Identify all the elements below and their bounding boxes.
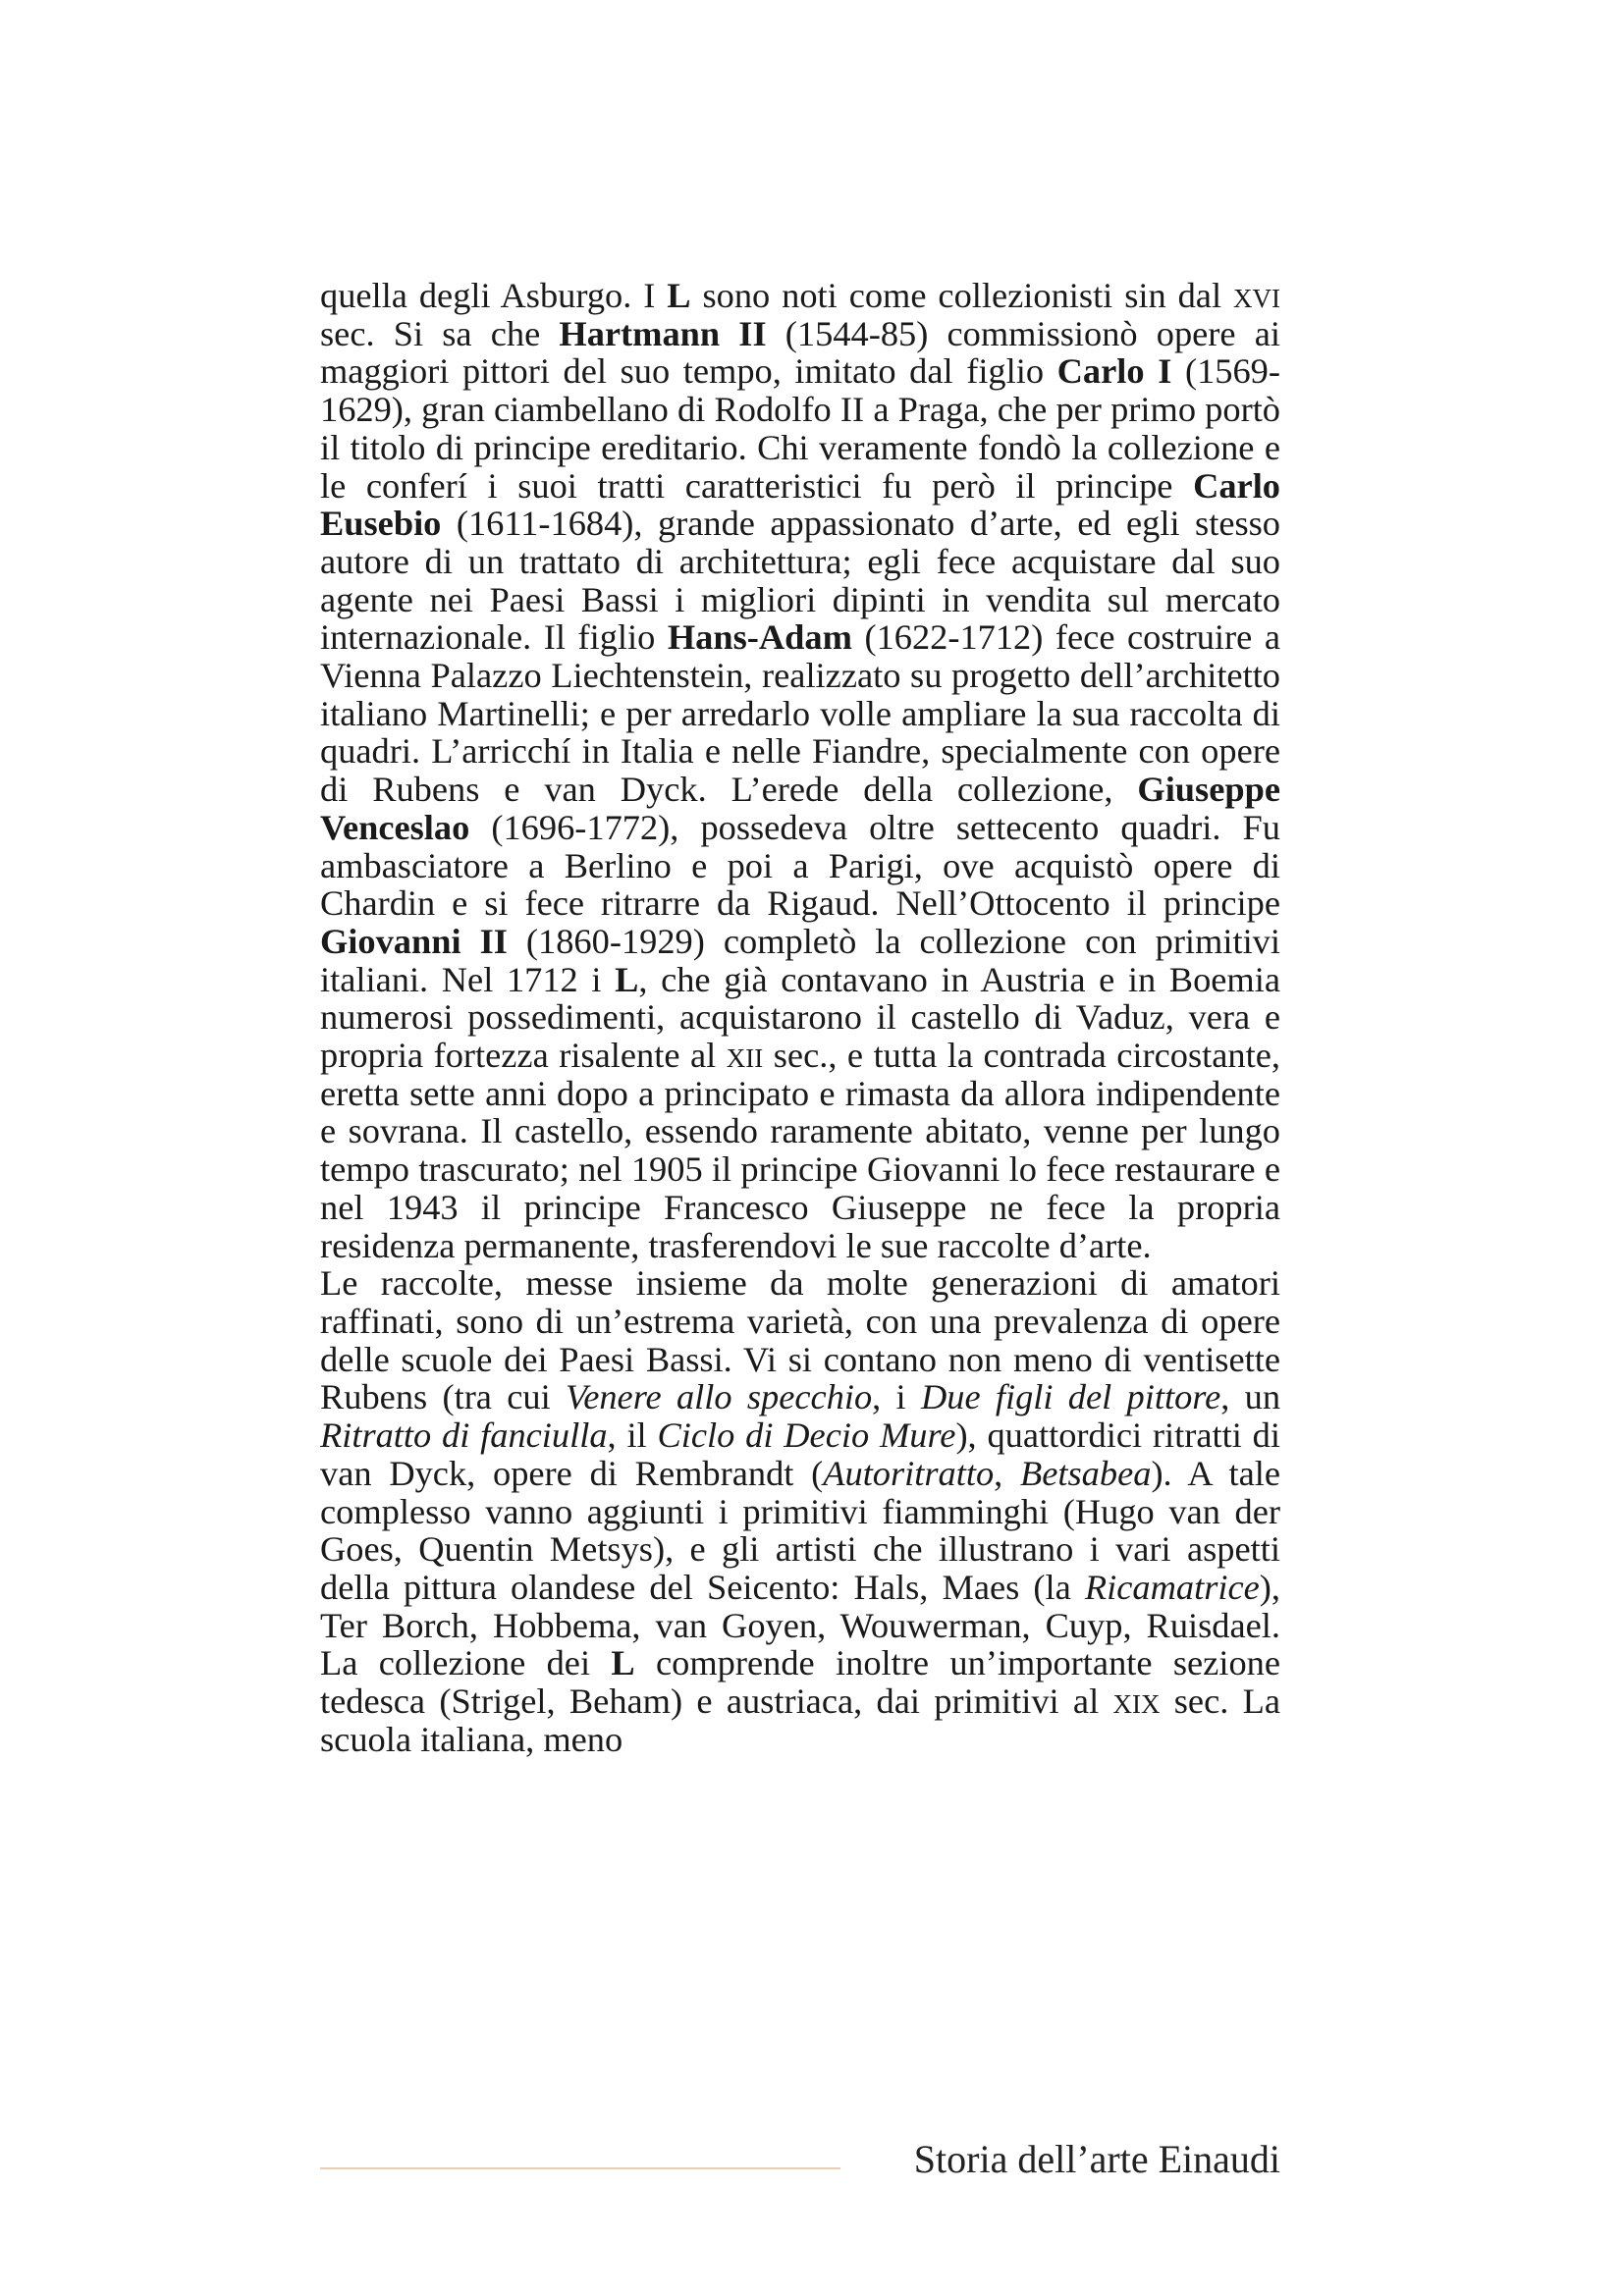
text-run: (1696-1772), possedeva oltre settecento quadri. Fu ambasciatore a Berlino e poi a Parigi, ove acquistò opere di Chardin e si fece ritrarre da Rigaud. Nell’Ottocento il principe xyxy=(320,807,1280,924)
text-run: ). A tale complesso vanno aggiunti i primitivi fiamminghi (Hugo van der Goes, Quentin Metsys), e gli artisti che illustrano i vari aspetti della pittura olandese del Seicento: Hals, Maes (la xyxy=(320,1453,1280,1607)
century-numeral: xvi xyxy=(1233,275,1280,316)
artwork-title: Venere allo specchio xyxy=(566,1377,873,1417)
bold-name: Giovanni II xyxy=(320,921,508,961)
text-run: comprende inoltre un’importante sezione tedesca (Strigel, Beham) e austriaca, dai primitivi al xyxy=(320,1643,1280,1722)
text-run: (1569-1629), gran ciambellano di Rodolfo II a Praga, che per primo portò il titolo di principe ereditario. Chi veramente fondò la collezione e le conferí i suoi tratti caratteristici fu però il principe xyxy=(320,351,1280,506)
artwork-title: Betsabea xyxy=(1020,1453,1152,1493)
footer-title: Storia dell’arte Einaudi xyxy=(913,2137,1280,2181)
bold-name: Carlo Eusebio xyxy=(320,465,1280,544)
text-run: , il xyxy=(607,1415,658,1456)
text-run: sono noti come collezionisti sin dal xyxy=(690,276,1233,315)
text-run: sec., e tutta la contrada circostante, eretta sette anni dopo a principato e rimasta da allora indipendente e sovrana. Il castello, essendo raramente abitato, venne per lungo tempo trascurato; nel 1905 il principe Giovanni lo fece restaurare e nel 1943 il principe Francesco Giuseppe ne fece la propria residenza permanente, trasferendovi le sue raccolte d’arte. xyxy=(320,1036,1280,1265)
paragraph xyxy=(320,1264,1280,1758)
page-footer xyxy=(320,2130,1280,2189)
bold-name: L xyxy=(615,959,639,999)
artwork-title: Ciclo di Decio Mure xyxy=(657,1415,956,1456)
text-run: (1860-1929) completò la collezione con primitivi italiani. Nel 1712 i xyxy=(320,921,1280,999)
text-run: sec. Si sa che xyxy=(320,313,560,353)
bold-name: L xyxy=(667,276,691,315)
text-run: , xyxy=(994,1453,1021,1493)
text-run: (1611-1684), grande appassionato d’arte, ed egli stesso autore di un trattato di architettura; egli fece acquistare dal suo agente nei Paesi Bassi i migliori dipinti in vendita sul mercato internazionale. Il figlio xyxy=(320,504,1280,658)
artwork-title: Ritratto di fanciulla xyxy=(320,1415,608,1456)
paragraph xyxy=(320,277,1280,1264)
text-run: , che già contavano in Austria e in Boemia numerosi possedimenti, acquistarono il castello di Vaduz, vera e propria fortezza risalente al xyxy=(320,959,1280,1076)
text-run: quella degli Asburgo. I xyxy=(320,276,668,315)
text-run: , un xyxy=(1220,1377,1281,1417)
text-run: ), quattordici ritratti di van Dyck, opere di Rembrandt ( xyxy=(320,1415,1280,1493)
century-numeral: xii xyxy=(726,1035,764,1077)
text-run: (1622-1712) fece costruire a Vienna Palazzo Liechtenstein, realizzato su progetto dell’architetto italiano Martinelli; e per arredarlo volle ampliare la sua raccolta di quadri. L’arricchí in Italia e nelle Fiandre, specialmente con opere di Rubens e van Dyck. L’erede della collezione, xyxy=(320,617,1280,810)
bold-name: Hans-Adam xyxy=(667,617,852,658)
artwork-title: Due figli del pittore xyxy=(920,1377,1221,1417)
bold-name: Carlo I xyxy=(1056,351,1172,392)
bold-name: Hartmann II xyxy=(559,313,767,353)
bold-name: L xyxy=(611,1643,635,1683)
text-run: sec. La scuola italiana, meno xyxy=(320,1682,1281,1759)
text-run: , i xyxy=(872,1377,921,1417)
century-numeral: xix xyxy=(1112,1681,1161,1723)
artwork-title: Autoritratto xyxy=(823,1453,995,1493)
footer-rule xyxy=(320,2167,840,2169)
text-run: ), Ter Borch, Hobbema, van Goyen, Wouwerman, Cuyp, Ruisdael. La collezione dei xyxy=(320,1567,1280,1683)
artwork-title: Ricamatrice xyxy=(1084,1567,1260,1607)
text-run: Le raccolte, messe insieme da molte generazioni di amatori raffinati, sono di un’estrema varietà, con una prevalenza di opere delle scuole dei Paesi Bassi. Vi si contano non meno di ventisette Rubens (tra cui xyxy=(320,1263,1280,1417)
text-run: (1544-85) commissionò opere ai maggiori pittori del suo tempo, imitato dal figlio xyxy=(320,313,1280,392)
page-body xyxy=(320,277,1280,1758)
bold-name: Giuseppe Venceslao xyxy=(320,770,1280,847)
